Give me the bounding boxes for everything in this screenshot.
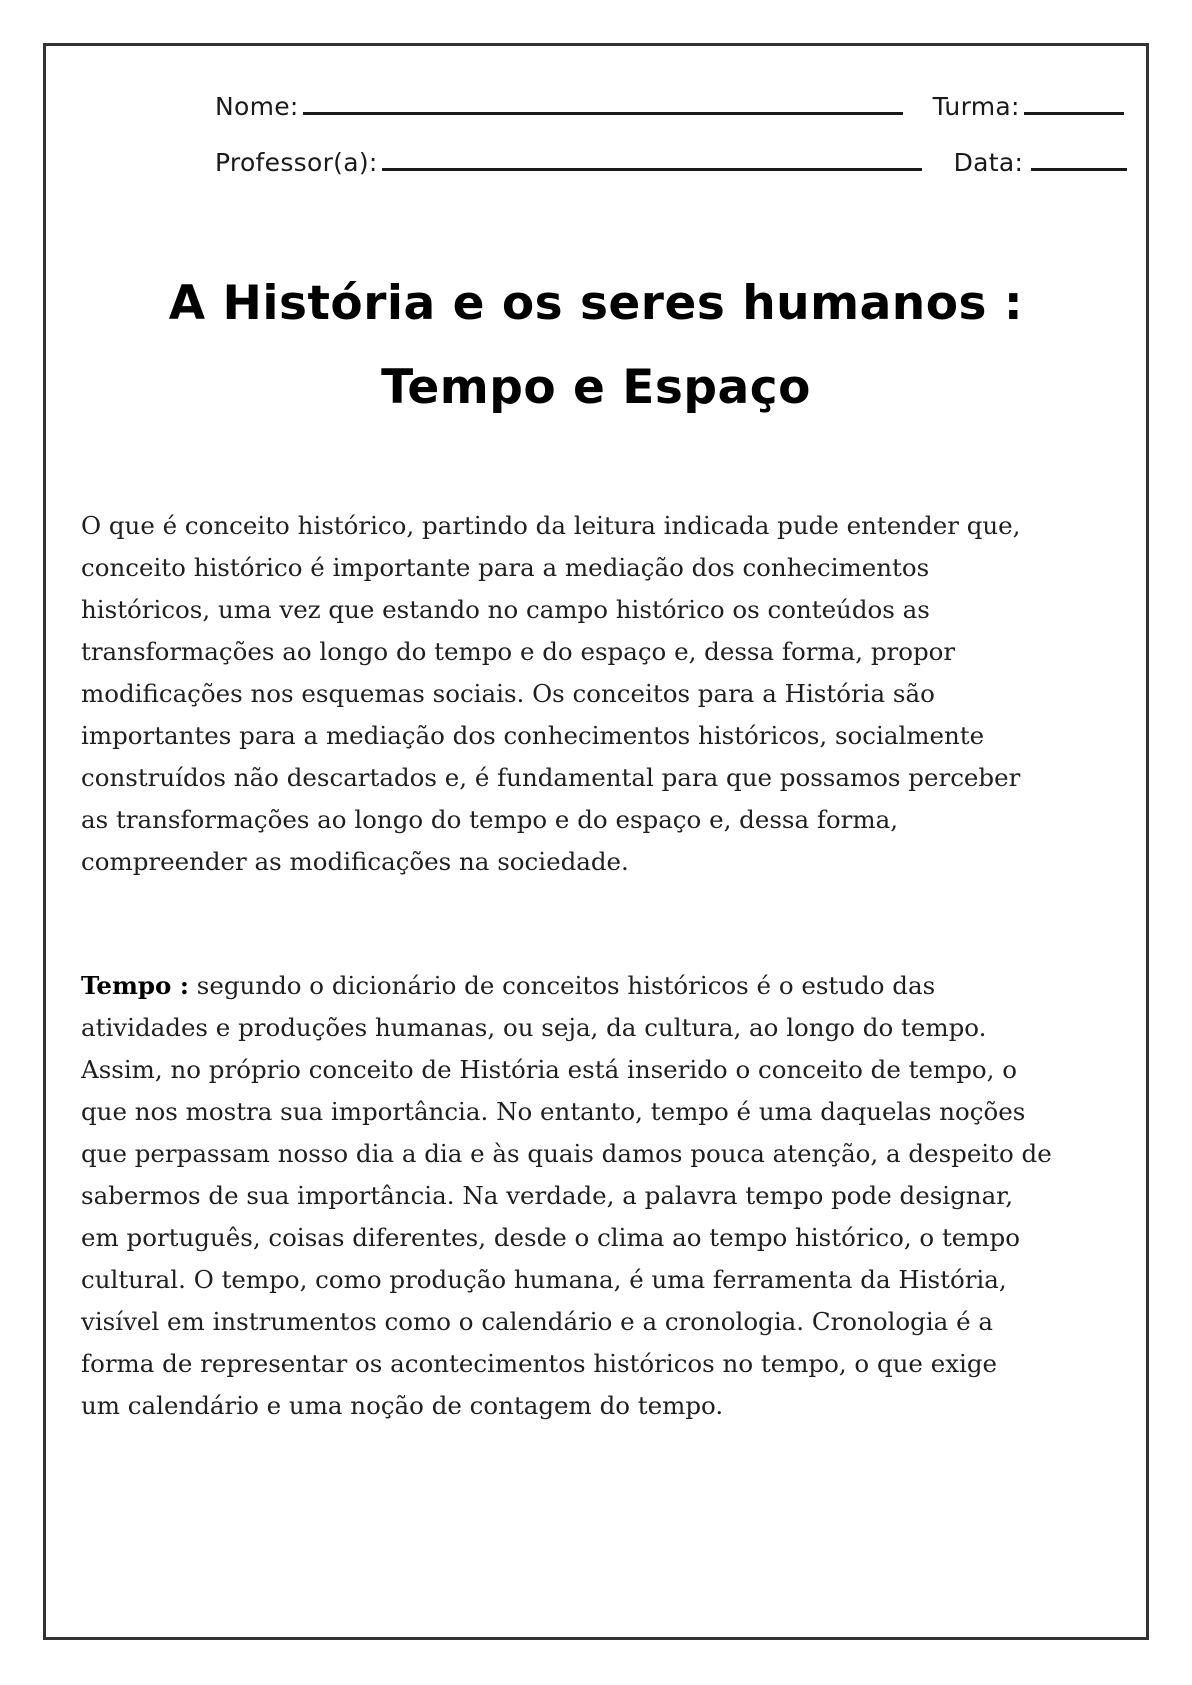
text-line: importantes para a mediação dos conhecimentos históricos, socialmente xyxy=(81,721,985,750)
text-line: visível em instrumentos como o calendário e a cronologia. Cronologia é a xyxy=(81,1307,993,1336)
text-line: em português, coisas diferentes, desde o clima ao tempo histórico, o tempo xyxy=(81,1223,1020,1252)
name-label: Nome: xyxy=(215,92,299,121)
text-line: modificações nos esquemas sociais. Os conceitos para a História são xyxy=(81,679,935,708)
text-line-first xyxy=(81,965,1121,1007)
paragraph-tempo xyxy=(81,965,1121,1427)
class-field[interactable] xyxy=(1024,112,1124,115)
teacher-field[interactable] xyxy=(382,168,922,171)
date-field[interactable] xyxy=(1031,168,1127,171)
header-row-teacher xyxy=(215,148,1127,177)
text-line: forma de representar os acontecimentos históricos no tempo, o que exige xyxy=(81,1349,998,1378)
term-tempo: Tempo : xyxy=(81,971,189,1000)
header-row-name xyxy=(215,92,1124,121)
paragraph-concept xyxy=(81,505,1121,883)
text-line: sabermos de sua importância. Na verdade, a palavra tempo pode designar, xyxy=(81,1181,1013,1210)
name-field[interactable] xyxy=(303,112,903,115)
teacher-label: Professor(a): xyxy=(215,148,378,177)
text-line: O que é conceito histórico, partindo da leitura indicada pude entender que, xyxy=(81,511,1021,540)
text-line: cultural. O tempo, como produção humana, é uma ferramenta da História, xyxy=(81,1265,1007,1294)
text-line: Assim, no próprio conceito de História está inserido o conceito de tempo, o xyxy=(81,1055,1017,1084)
text-line: transformações ao longo do tempo e do espaço e, dessa forma, propor xyxy=(81,637,956,666)
text-line: construídos não descartados e, é fundamental para que possamos perceber xyxy=(81,763,1021,792)
text-line: atividades e produções humanas, ou seja, da cultura, ao longo do tempo. xyxy=(81,1013,987,1042)
date-label: Data: xyxy=(953,148,1024,177)
title-line-1: A História e os seres humanos : xyxy=(168,276,1024,331)
text-line: um calendário e uma noção de contagem do tempo. xyxy=(81,1391,724,1420)
title-line-2: Tempo e Espaço xyxy=(381,360,811,415)
text-line: conceito histórico é importante para a mediação dos conhecimentos xyxy=(81,553,930,582)
class-label: Turma: xyxy=(932,92,1020,121)
page-title xyxy=(60,262,1132,430)
text-line: que nos mostra sua importância. No entanto, tempo é uma daquelas noções xyxy=(81,1097,1026,1126)
text-line: as transformações ao longo do tempo e do espaço e, dessa forma, xyxy=(81,805,899,834)
definition-start: segundo o dicionário de conceitos históricos é o estudo das xyxy=(188,971,936,1000)
text-line: compreender as modificações na sociedade. xyxy=(81,847,629,876)
text-line: que perpassam nosso dia a dia e às quais damos pouca atenção, a despeito de xyxy=(81,1139,1052,1168)
text-line: históricos, uma vez que estando no campo histórico os conteúdos as xyxy=(81,595,930,624)
